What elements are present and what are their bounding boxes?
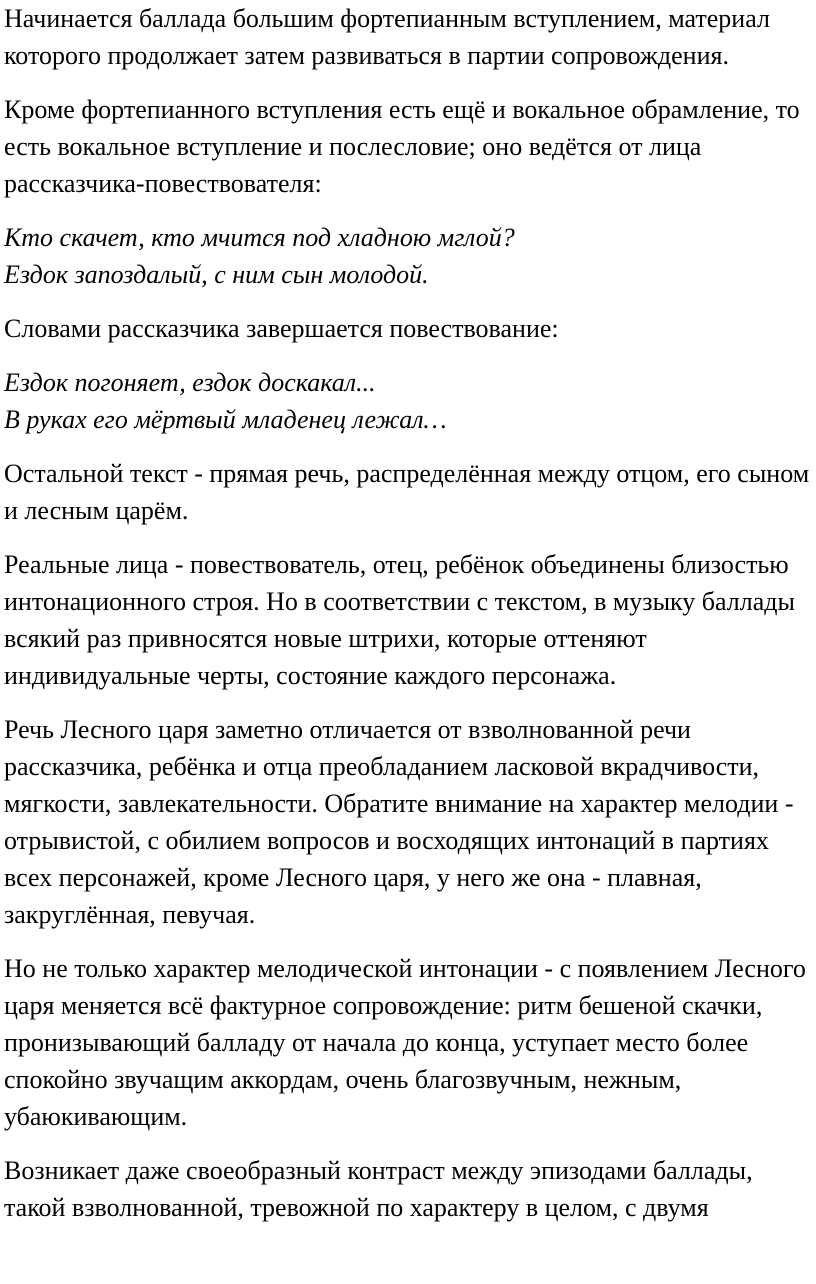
- paragraph-texture-change: Но не только характер мелодической интонации - с появлением Лесного царя меняется всё фактурное сопровождение: ритм бешеной скачки, пронизывающий балладу от начала до конца, уступает место более спокойно звучащим аккордам, очень благозвучным, нежным, убаюкивающим.: [4, 954, 806, 1131]
- paragraph-narrator-ending: Словами рассказчика завершается повествование:: [4, 314, 559, 343]
- paragraph-contrast: Возникает даже своеобразный контраст между эпизодами баллады, такой взволнованной, тревожной по характеру в целом, с двумя: [4, 1156, 753, 1222]
- paragraph-real-characters: Реальные лица - повествователь, отец, ребёнок объединены близостью интонационного строя. Но в соответствии с текстом, в музыку баллады всякий раз привносятся новые штрихи, которые оттеняют индивидуальные черты, состояние каждого персонажа.: [4, 550, 795, 690]
- paragraph-vocal-framing: Кроме фортепианного вступления есть ещё и вокальное обрамление, то есть вокальное вступление и послесловие; оно ведётся от лица рассказчика-повествователя:: [4, 95, 800, 198]
- paragraph-forest-king-speech: Речь Лесного царя заметно отличается от взволнованной речи рассказчика, ребёнка и отца преобладанием ласковой вкрадчивости, мягкости, завлекательности. Обратите внимание на характер мелодии - отрывистой, с обилием вопросов и восходящих интонаций в партиях всех персонажей, кроме Лесного царя, у него же она - плавная, закруглённая, певучая.: [4, 715, 794, 929]
- verse-line: Ездок запоздалый, с ним сын молодой.: [4, 260, 429, 289]
- document-body: [4, 0, 812, 1243]
- verse-quote-opening: [4, 219, 812, 293]
- verse-line: Кто скачет, кто мчится под хладною мглой?: [4, 223, 515, 252]
- paragraph-direct-speech: Остальной текст - прямая речь, распределённая между отцом, его сыном и лесным царём.: [4, 459, 810, 525]
- verse-quote-closing: [4, 364, 812, 438]
- verse-line: Ездок погоняет, ездок доскакал...: [4, 368, 376, 397]
- verse-line: В руках его мёртвый младенец лежал…: [4, 405, 447, 434]
- paragraph-intro: Начинается баллада большим фортепианным вступлением, материал которого продолжает затем развиваться в партии сопровождения.: [4, 4, 770, 70]
